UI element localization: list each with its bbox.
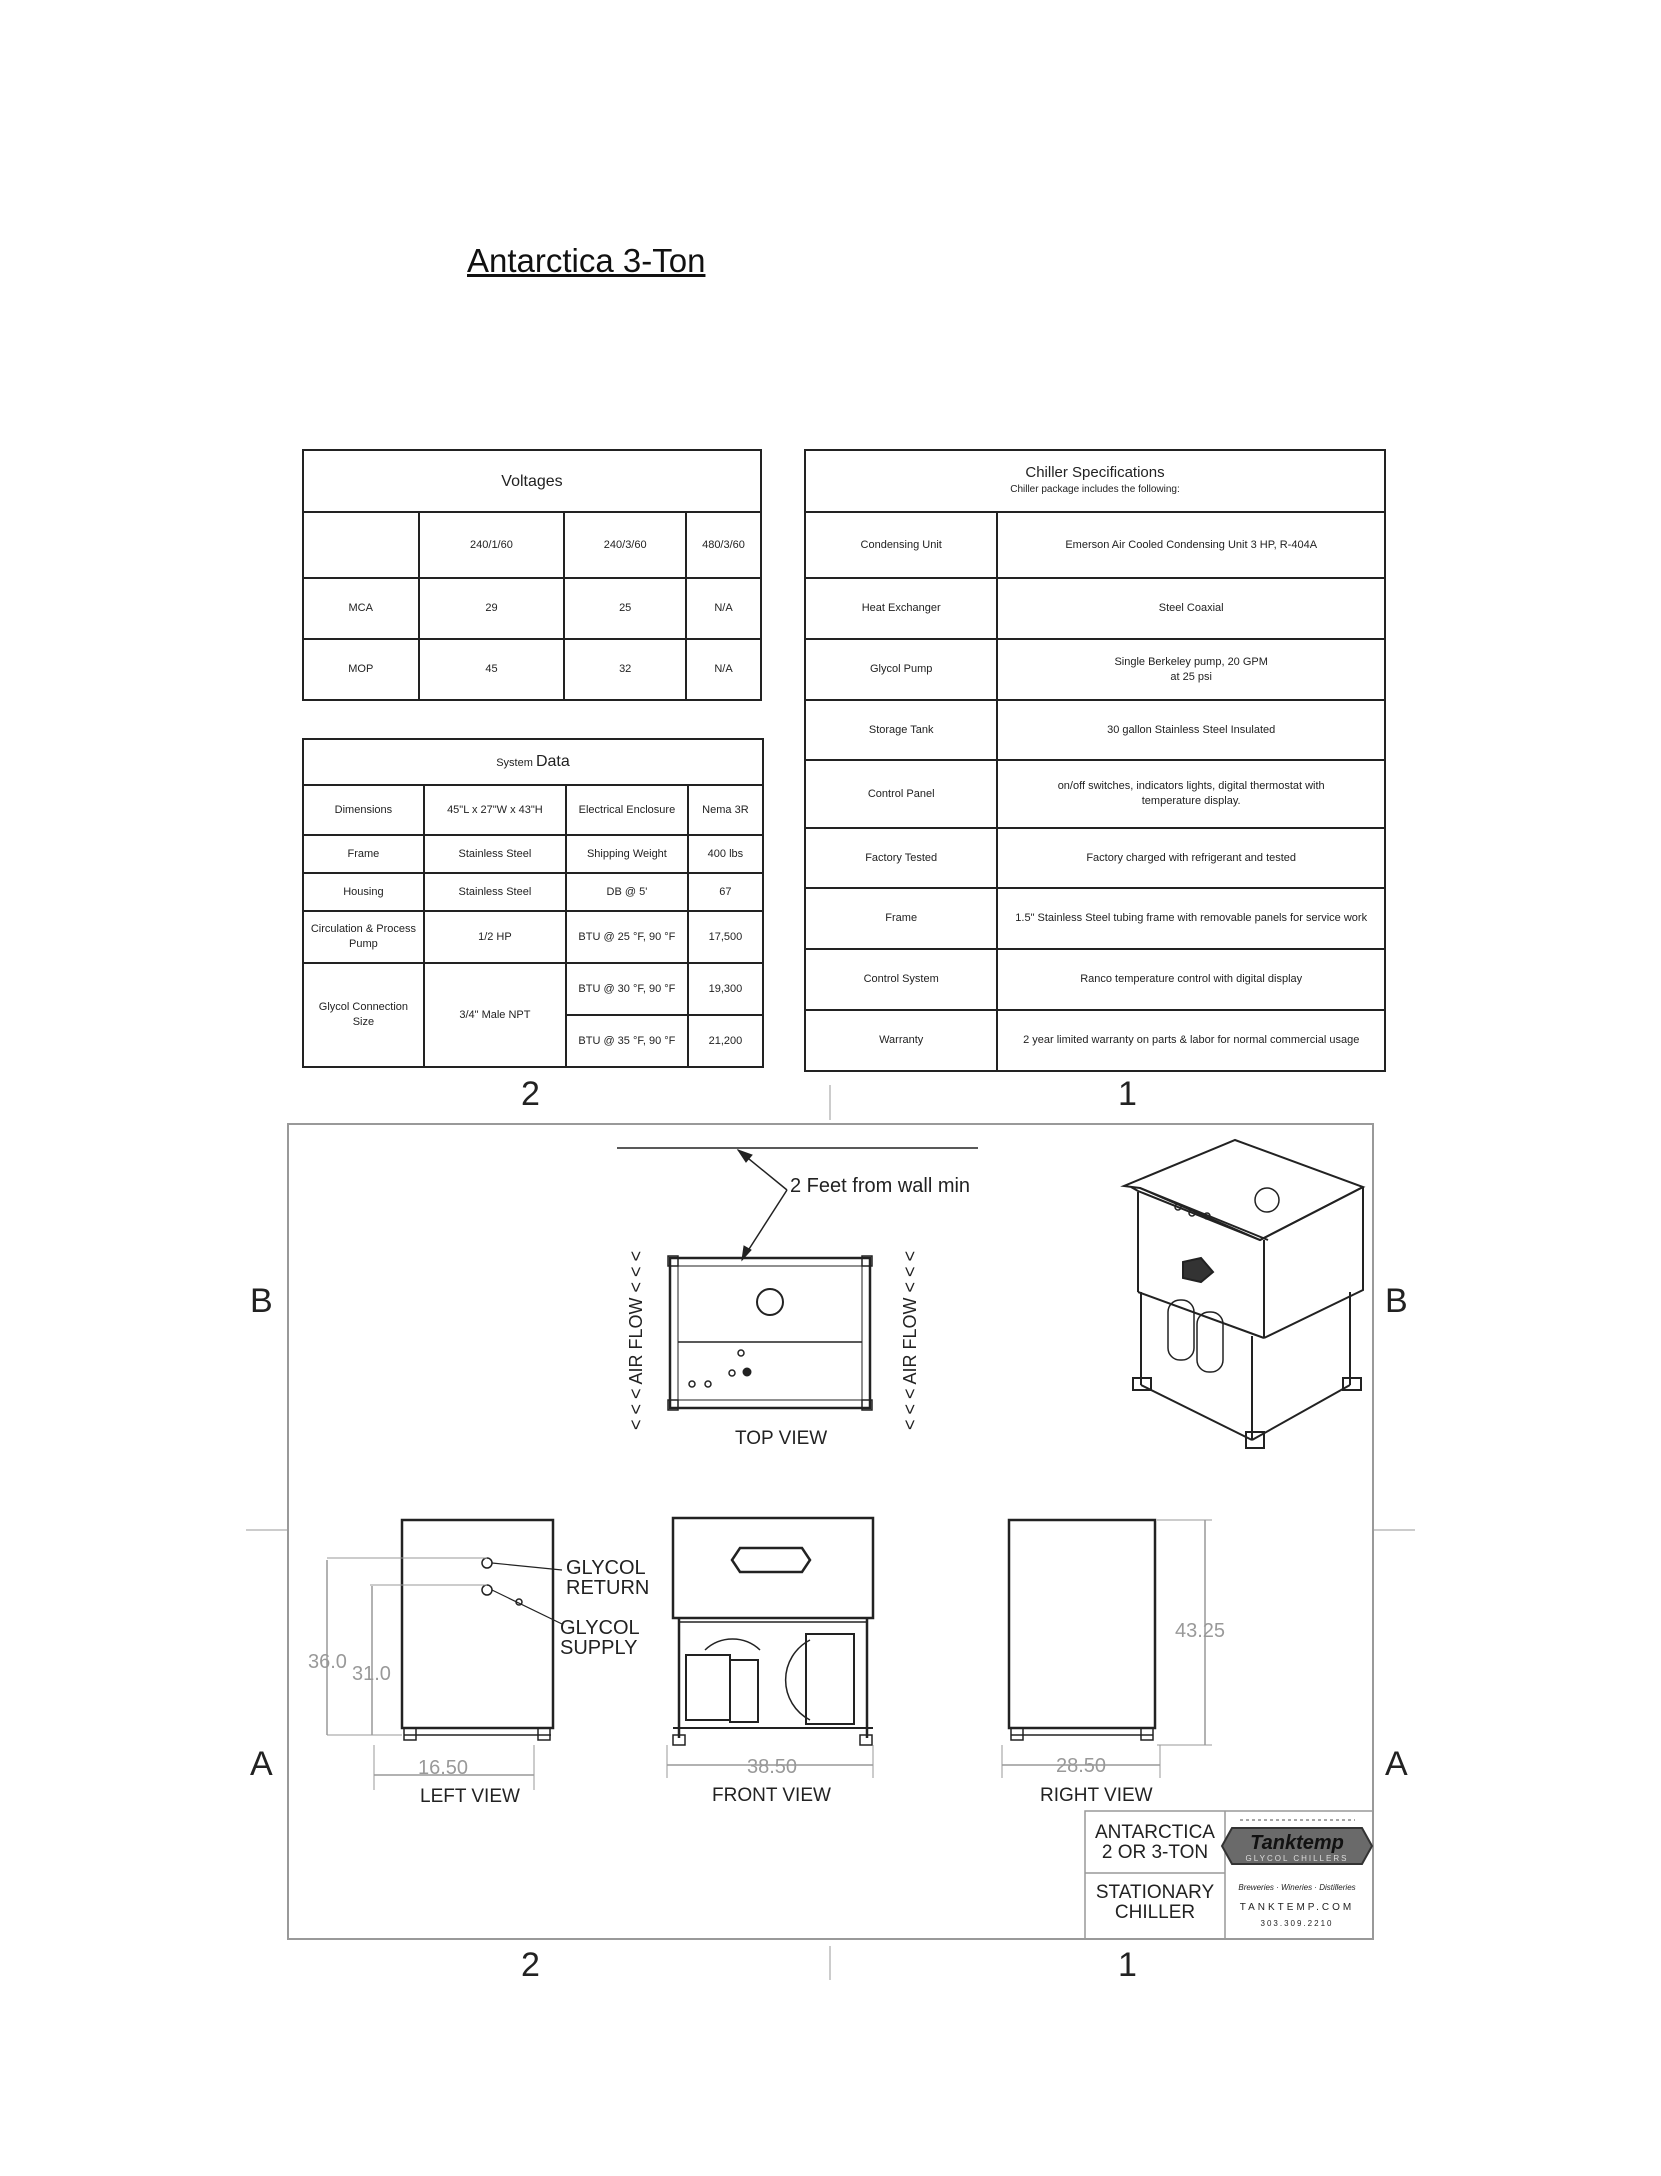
title-block-type: STATIONARY	[1095, 1882, 1215, 1903]
row-label: Heat Exchanger	[805, 578, 997, 639]
left-view-outline	[402, 1520, 553, 1728]
cell-value: 17,500	[688, 911, 763, 963]
row-label: Factory Tested	[805, 828, 997, 888]
glycol-supply-label: SUPPLY	[560, 1637, 638, 1659]
dimension-right-width: 28.50	[1056, 1755, 1107, 1777]
glycol-return-port-icon	[482, 1558, 492, 1568]
fan-opening-icon	[757, 1289, 783, 1315]
glycol-supply-label: GLYCOL	[560, 1617, 640, 1639]
cell-value: Single Berkeley pump, 20 GPM at 25 psi	[997, 639, 1385, 700]
logo-subtitle: GLYCOL CHILLERS	[1245, 1854, 1349, 1863]
zone-label: B	[250, 1282, 273, 1320]
glycol-return-label: GLYCOL	[566, 1557, 646, 1579]
cell-value: 3/4" Male NPT	[424, 963, 566, 1067]
row-label: Frame	[303, 835, 424, 873]
row-label: Shipping Weight	[566, 835, 688, 873]
title-block-model: ANTARCTICA	[1095, 1822, 1215, 1843]
left-view-label: LEFT VIEW	[420, 1786, 520, 1807]
zone-label: 1	[1118, 1946, 1137, 1984]
cell-value: 400 lbs	[688, 835, 763, 873]
logo-text: Tanktemp	[1250, 1832, 1344, 1854]
air-flow-label: < < < AIR FLOW < < <	[900, 1250, 920, 1430]
row-label: DB @ 5'	[566, 873, 688, 911]
dimension-left-width: 16.50	[418, 1757, 469, 1779]
cell-value: Ranco temperature control with digital display	[997, 949, 1385, 1010]
zone-label: B	[1385, 1282, 1408, 1320]
cell-value: 19,300	[688, 963, 763, 1015]
row-label: Control System	[805, 949, 997, 1010]
cell-value: 67	[688, 873, 763, 911]
row-label: MCA	[303, 578, 419, 639]
title-block-type: CHILLER	[1114, 1902, 1196, 1923]
cell-value: Nema 3R	[688, 785, 763, 835]
port-icon	[743, 1368, 751, 1376]
air-flow-label: < < < AIR FLOW < < <	[626, 1250, 646, 1430]
cell-value: 1/2 HP	[424, 911, 566, 963]
row-label: MOP	[303, 639, 419, 700]
right-view	[1002, 1520, 1212, 1778]
cell-value: Stainless Steel	[424, 873, 566, 911]
row-label: Control Panel	[805, 760, 997, 828]
dimension-front-width: 38.50	[747, 1756, 798, 1778]
zone-label: A	[250, 1745, 273, 1783]
zone-label: A	[1385, 1745, 1408, 1783]
port-icon	[738, 1350, 744, 1356]
right-view-outline	[1009, 1520, 1155, 1728]
system-heading-large: Data	[535, 752, 570, 770]
zone-label: 1	[1118, 1075, 1137, 1113]
logo-tagline: Breweries · Wineries · Distilleries	[1238, 1883, 1356, 1892]
row-label: Electrical Enclosure	[566, 785, 688, 835]
front-view	[667, 1518, 873, 1778]
row-label: Storage Tank	[805, 700, 997, 760]
cell-value: Stainless Steel	[424, 835, 566, 873]
row-label: Condensing Unit	[805, 512, 997, 578]
dimension-height: 43.25	[1175, 1620, 1226, 1642]
row-label: Frame	[805, 888, 997, 949]
zone-label: 2	[521, 1075, 540, 1113]
tanktemp-logo	[1222, 1820, 1372, 1928]
chiller-specs-subtitle: Chiller package includes the following:	[1010, 484, 1180, 495]
top-view-outline	[670, 1258, 870, 1408]
wall-clearance-note: 2 Feet from wall min	[790, 1175, 971, 1197]
row-label: BTU @ 25 °F, 90 °F	[566, 911, 688, 963]
cell-value: 45	[419, 639, 565, 700]
cell-value: N/A	[686, 578, 761, 639]
tanktemp-logo-icon	[732, 1548, 810, 1572]
cell-value: 32	[564, 639, 686, 700]
leader-line	[492, 1563, 562, 1570]
cell-value: Steel Coaxial	[997, 578, 1385, 639]
dimension-36: 36.0	[308, 1651, 347, 1673]
top-view-inner	[678, 1266, 862, 1400]
cell-value: 29	[419, 578, 565, 639]
cell-value: 30 gallon Stainless Steel Insulated	[997, 700, 1385, 760]
voltages-column-header: 480/3/60	[686, 512, 761, 578]
cell-value: N/A	[686, 639, 761, 700]
logo-phone: 303.309.2210	[1260, 1919, 1334, 1928]
glycol-supply-port-icon	[482, 1585, 492, 1595]
cell-value: Factory charged with refrigerant and tested	[997, 828, 1385, 888]
logo-website: TANKTEMP.COM	[1239, 1902, 1355, 1913]
row-label: Dimensions	[303, 785, 424, 835]
front-view-label: FRONT VIEW	[712, 1785, 831, 1806]
right-view-label: RIGHT VIEW	[1040, 1785, 1153, 1806]
left-view	[327, 1520, 562, 1790]
cell-value: 2 year limited warranty on parts & labor for normal commercial usage	[997, 1010, 1385, 1071]
top-view-label: TOP VIEW	[735, 1428, 828, 1449]
row-label: Circulation & Process Pump	[303, 911, 424, 963]
port-icon	[689, 1381, 695, 1387]
port-icon	[705, 1381, 711, 1387]
drawing-border	[288, 1124, 1373, 1939]
system-heading-small: System	[496, 756, 533, 769]
row-label: Glycol Pump	[805, 639, 997, 700]
cell-value: on/off switches, indicators lights, digital thermostat with temperature display.	[997, 760, 1385, 828]
voltages-column-header: 240/1/60	[419, 512, 565, 578]
cell-value: 25	[564, 578, 686, 639]
glycol-return-label: RETURN	[566, 1577, 650, 1599]
chiller-specs-title: Chiller Specifications	[1025, 464, 1165, 481]
isometric-view	[1124, 1140, 1363, 1448]
cell-value: 1.5" Stainless Steel tubing frame with removable panels for service work	[997, 888, 1385, 949]
row-label: Housing	[303, 873, 424, 911]
title-block-model: 2 OR 3-TON	[1101, 1842, 1209, 1863]
voltages-heading: Voltages	[303, 450, 761, 512]
cell-value: 21,200	[688, 1015, 763, 1067]
page-title: Antarctica 3-Ton	[467, 242, 706, 279]
row-label: BTU @ 35 °F, 90 °F	[566, 1015, 688, 1067]
voltages-column-header: 240/3/60	[564, 512, 686, 578]
cell-value: 45"L x 27"W x 43"H	[424, 785, 566, 835]
row-label: Warranty	[805, 1010, 997, 1071]
cell-value: Emerson Air Cooled Condensing Unit 3 HP, R-404A	[997, 512, 1385, 578]
leader-line	[492, 1590, 562, 1624]
zone-label: 2	[521, 1946, 540, 1984]
row-label: BTU @ 30 °F, 90 °F	[566, 963, 688, 1015]
port-icon	[729, 1370, 735, 1376]
dimension-31: 31.0	[352, 1663, 391, 1685]
row-label: Glycol Connection Size	[303, 963, 424, 1067]
